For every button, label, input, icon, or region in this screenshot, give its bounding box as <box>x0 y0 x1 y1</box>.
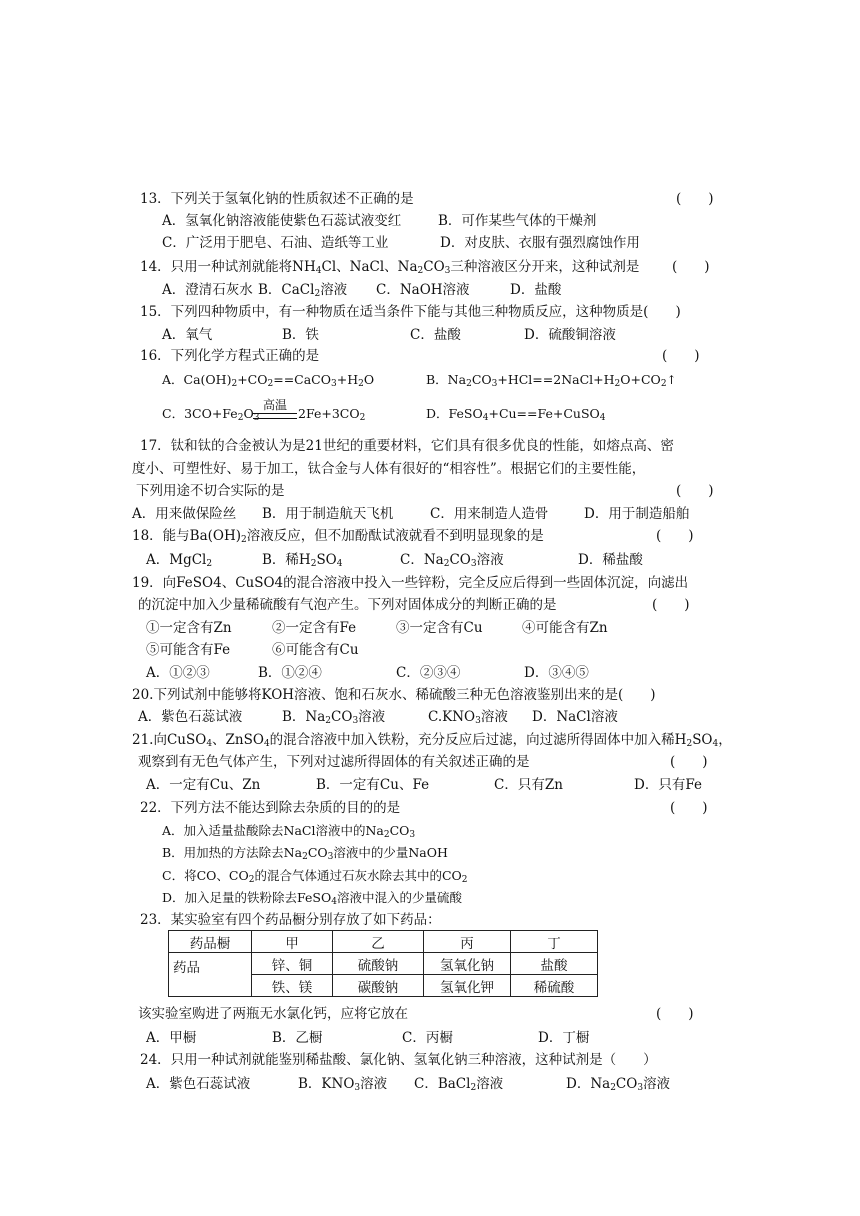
q16-option-d: D．FeSO$_4$+Cu==Fe+CuSO$_4$ <box>426 406 606 423</box>
q17-line3: 下列用途不切合实际的是 <box>136 483 285 499</box>
q24-option-a: A．紫色石蕊试液 <box>146 1076 251 1092</box>
q24-option-d: D．$Na_2CO_3$溶液 <box>566 1076 671 1093</box>
q15-stem: 15．下列四种物质中，有一种物质在适当条件下能与其他三种物质反应，这种物质是( ) <box>140 304 681 320</box>
q13-option-b: B．可作某些气体的干燥剂 <box>438 213 597 229</box>
table-header-cell: 丙 <box>424 931 511 953</box>
q23-option-a: A．甲橱 <box>146 1030 197 1046</box>
table-cell: 硫酸钠 <box>333 953 424 975</box>
q15-option-a: A．氧气 <box>162 327 213 343</box>
q17-blank: ( ) <box>676 483 714 499</box>
q19-choice-4: ④可能含有Zn <box>522 620 608 636</box>
q13-blank: ( ) <box>676 191 714 207</box>
q15-option-b: B．铁 <box>282 327 319 343</box>
table-row <box>169 953 598 975</box>
table-header-cell: 药品橱 <box>169 931 252 953</box>
table-row-label: 药品 <box>169 953 252 997</box>
q23-option-d: D．丁橱 <box>538 1030 590 1046</box>
q16-option-b: B．$Na_2CO_3+HCl==2NaCl+H_2O+CO_2↑$ <box>426 372 677 389</box>
q14-option-a: A．澄清石灰水 <box>162 282 253 298</box>
table-header-cell: 甲 <box>252 931 333 953</box>
q16-option-a: A．$Ca(OH)_2+CO_2==CaCO_3+H_2O$ <box>162 372 375 389</box>
table-cell: 氢氧化钠 <box>424 953 511 975</box>
table-header-row <box>169 931 598 953</box>
q19-option-b: B．①②④ <box>258 665 322 681</box>
q18-option-d: D．稀盐酸 <box>578 552 643 568</box>
q19-choice-3: ③一定含有Cu <box>396 620 483 636</box>
q18-option-c: C．$Na_2CO_3$溶液 <box>400 552 504 569</box>
q21-option-c: C．只有Zn <box>494 777 563 793</box>
q23-blank: ( ) <box>656 1006 694 1022</box>
q17-option-d: D．用于制造船舶 <box>584 506 690 522</box>
table-cell: 锌、铜 <box>252 953 333 975</box>
q19-line1: 19．向FeSO4、CuSO4的混合溶液中投入一些锌粉，完全反应后得到一些固体沉淀，向滤出 <box>132 575 689 591</box>
table-cell: 碳酸钠 <box>333 975 424 997</box>
table-cell: 铁、镁 <box>252 975 333 997</box>
q17-option-c: C．用来制造人造骨 <box>430 506 549 522</box>
q18-stem: 18．能与$Ba(OH)_2$溶液反应，但不加酚酞试液就看不到明显现象的是 <box>132 528 544 545</box>
q21-line1: 21.向CuSO$_4$、ZnSO$_4$的混合溶液中加入铁粉，充分反应后过滤，向过滤所得固体中加入稀$H_2SO_4$， <box>132 732 732 749</box>
q17-line2: 度小、可塑性好、易于加工，钛合金与人体有很好的“相容性”。根据它们的主要性能， <box>132 461 646 477</box>
q21-option-d: D．只有Fe <box>634 777 702 793</box>
q24-stem: 24．只用一种试剂就能鉴别稀盐酸、氯化钠、氢氧化钠三种溶液，这种试剂是（ ） <box>140 1052 657 1068</box>
q17-option-a: A．用来做保险丝 <box>132 506 237 522</box>
q21-line2: 观察到有无色气体产生，下列对过滤所得固体的有关叙述正确的是 <box>138 754 530 770</box>
q24-option-b: B．$KNO_3$溶液 <box>298 1076 388 1093</box>
q20-option-d: D．NaCl溶液 <box>532 709 618 725</box>
q20-option-b: B．$Na_2CO_3$溶液 <box>282 709 386 726</box>
q13-option-c: C．广泛用于肥皂、石油、造纸等工业 <box>162 235 389 251</box>
q13-option-a: A．氢氧化钠溶液能使紫色石蕊试液变红 <box>162 213 402 229</box>
q13-stem: 13．下列关于氢氧化钠的性质叙述不正确的是 <box>140 191 414 207</box>
q21-option-b: B．一定有Cu、Fe <box>316 777 430 793</box>
q14-blank: ( ) <box>672 259 710 275</box>
cabinet-table <box>168 930 598 997</box>
equals-double-line <box>253 413 297 419</box>
q19-line2: 的沉淀中加入少量稀硫酸有气泡产生。下列对固体成分的判断正确的是 <box>138 597 557 613</box>
q22-option-d: D．加入足量的铁粉除去FeSO$_4$溶液中混入的少量硫酸 <box>162 890 462 907</box>
q20-option-c: $C.KNO_3$溶液 <box>428 709 508 726</box>
q22-blank: ( ) <box>670 800 708 816</box>
gas-arrow-icon: ↑ <box>666 373 677 387</box>
q14-option-b: B．CaCl$_2$溶液 <box>258 282 348 299</box>
q22-option-b: B．用加热的方法除去$Na_2CO_3$溶液中的少量NaOH <box>162 845 448 862</box>
q22-option-a: A．加入适量盐酸除去NaCl溶液中的$Na_2CO_3$ <box>162 823 416 840</box>
q19-option-c: C．②③④ <box>396 665 461 681</box>
q20-stem: 20.下列试剂中能够将KOH溶液、饱和石灰水、稀硫酸三种无色溶液鉴别出来的是( ) <box>132 687 656 703</box>
q14-option-c: C．NaOH溶液 <box>376 282 470 298</box>
table-cell: 稀硫酸 <box>511 975 598 997</box>
q23-option-c: C．丙橱 <box>402 1030 453 1046</box>
q23-stem: 23．某实验室有四个药品橱分别存放了如下药品： <box>140 912 441 928</box>
q16-option-c-left: C．$3CO+Fe_2O_3$ <box>162 406 260 423</box>
q19-choice-5: ⑤可能含有Fe <box>146 642 231 658</box>
q19-choice-1: ①一定含有Zn <box>146 620 232 636</box>
q23-option-b: B．乙橱 <box>272 1030 323 1046</box>
table-cell: 氢氧化钾 <box>424 975 511 997</box>
q23-question: 该实验室购进了两瓶无水氯化钙，应将它放在 <box>138 1006 408 1022</box>
q18-blank: ( ) <box>656 528 694 544</box>
q20-option-a: A．紫色石蕊试液 <box>138 709 243 725</box>
q19-choice-6: ⑥可能含有Cu <box>272 642 359 658</box>
q21-blank: ( ) <box>670 754 708 770</box>
q15-option-c: C．盐酸 <box>410 327 461 343</box>
table-cell: 盐酸 <box>511 953 598 975</box>
q21-option-a: A．一定有Cu、Zn <box>146 777 261 793</box>
table-header-cell: 乙 <box>333 931 424 953</box>
q22-option-c: C．将CO、$CO_2$的混合气体通过石灰水除去其中的$CO_2$ <box>162 868 468 885</box>
q19-option-a: A．①②③ <box>146 665 210 681</box>
q19-choice-2: ②一定含有Fe <box>272 620 357 636</box>
q22-stem: 22．下列方法不能达到除去杂质的目的的是 <box>140 800 401 816</box>
q17-option-b: B．用于制造航天飞机 <box>262 506 394 522</box>
q15-option-d: D．硫酸铜溶液 <box>524 327 616 343</box>
q14-option-d: D．盐酸 <box>510 282 562 298</box>
q19-blank: ( ) <box>652 597 690 613</box>
q16-option-c-right: $2Fe+3CO_2$ <box>298 406 366 423</box>
q16-stem: 16．下列化学方程式正确的是 <box>140 348 320 364</box>
q14-stem: 14．只用一种试剂就能将$NH_4Cl$、NaCl、$Na_2CO_3$三种溶液区分开来，这种试剂是 <box>140 259 640 276</box>
q18-option-b: B．稀$H_2SO_4$ <box>262 552 343 569</box>
q24-option-c: C．BaCl$_2$溶液 <box>414 1076 504 1093</box>
reaction-condition: 高温 <box>262 398 287 412</box>
q18-option-a: A．MgCl$_2$ <box>146 552 213 569</box>
q19-option-d: D．③④⑤ <box>524 665 589 681</box>
q16-blank: ( ) <box>662 348 700 364</box>
table-header-cell: 丁 <box>511 931 598 953</box>
q17-line1: 17．钛和钛的合金被认为是21世纪的重要材料，它们具有很多优良的性能，如熔点高、密 <box>140 438 674 454</box>
q13-option-d: D．对皮肤、衣服有强烈腐蚀作用 <box>440 235 640 251</box>
